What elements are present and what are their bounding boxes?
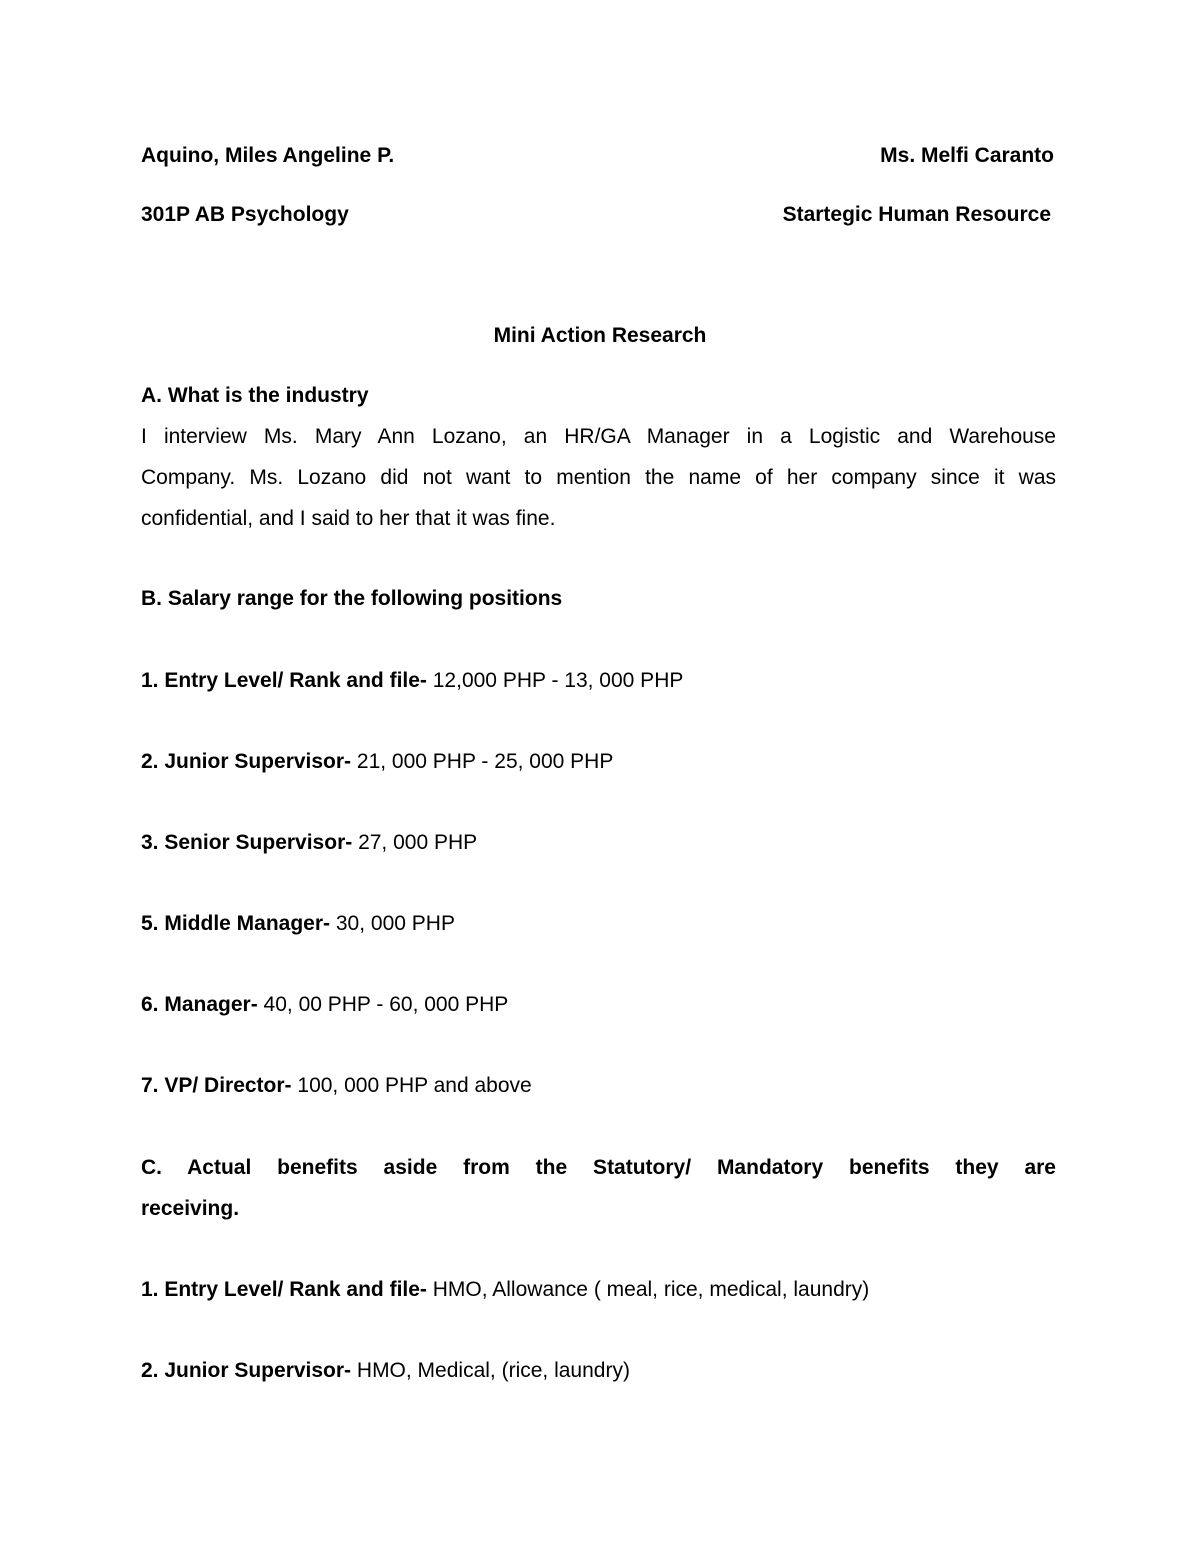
benefit-item <box>141 1277 869 1303</box>
section-a-paragraph <box>141 416 1056 539</box>
benefit-item <box>141 1358 630 1384</box>
salary-item <box>141 1073 532 1099</box>
position-label: 7. VP/ Director- <box>141 1074 292 1097</box>
position-label: 3. Senior Supervisor- <box>141 831 353 854</box>
salary-item <box>141 830 477 856</box>
page-title: Mini Action Research <box>493 324 707 347</box>
salary-value: 30, 000 PHP <box>330 912 455 935</box>
salary-value: 40, 00 PHP - 60, 000 PHP <box>257 993 509 1016</box>
position-label: 5. Middle Manager- <box>141 912 331 935</box>
salary-value: 12,000 PHP - 13, 000 PHP <box>426 669 684 692</box>
salary-value: 21, 000 PHP - 25, 000 PHP <box>351 750 614 773</box>
course-name: Startegic Human Resource <box>782 203 1051 226</box>
benefit-value: HMO, Allowance ( meal, rice, medical, laundry) <box>426 1278 870 1301</box>
position-label: 1. Entry Level/ Rank and file- <box>141 1278 427 1301</box>
salary-item <box>141 992 508 1018</box>
paragraph-line: confidential, and I said to her that it was fine. <box>141 507 556 530</box>
section-c-heading <box>141 1147 1056 1229</box>
paragraph-line: Company. Ms. Lozano did not want to mention the name of her company since it was <box>141 466 1056 489</box>
salary-item <box>141 668 683 694</box>
student-name: Aquino, Miles Angeline P. <box>141 144 395 167</box>
position-label: 6. Manager- <box>141 993 258 1016</box>
heading-line: receiving. <box>141 1197 240 1220</box>
position-label: 2. Junior Supervisor- <box>141 1359 352 1382</box>
paragraph-line: I interview Ms. Mary Ann Lozano, an HR/GA Manager in a Logistic and Warehouse <box>141 425 1056 448</box>
class-section: 301P AB Psychology <box>141 203 349 226</box>
salary-item <box>141 911 455 937</box>
position-label: 2. Junior Supervisor- <box>141 750 352 773</box>
position-label: 1. Entry Level/ Rank and file- <box>141 669 427 692</box>
salary-item <box>141 749 613 775</box>
instructor-name: Ms. Melfi Caranto <box>880 144 1054 167</box>
section-b-heading: B. Salary range for the following positions <box>141 587 563 610</box>
benefit-value: HMO, Medical, (rice, laundry) <box>351 1359 630 1382</box>
salary-value: 100, 000 PHP and above <box>291 1074 532 1097</box>
heading-line: C. Actual benefits aside from the Statutory/ Mandatory benefits they are <box>141 1156 1056 1179</box>
section-a-heading: A. What is the industry <box>141 384 369 407</box>
salary-value: 27, 000 PHP <box>352 831 478 854</box>
